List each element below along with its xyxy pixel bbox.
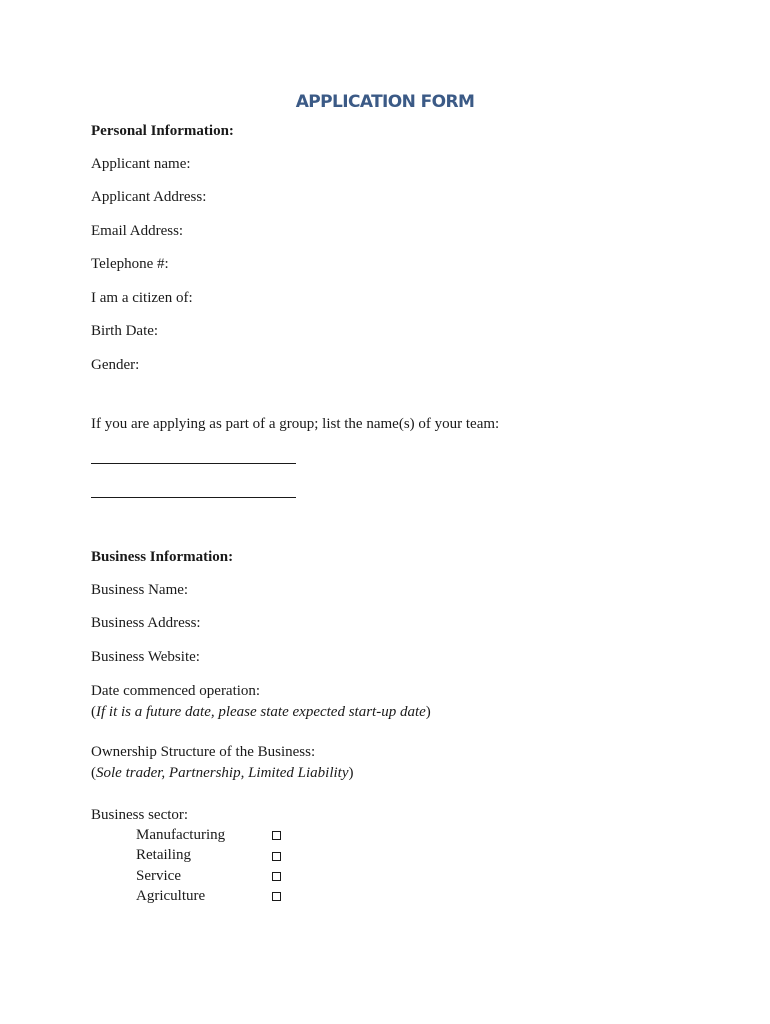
manufacturing-checkbox[interactable] bbox=[272, 831, 281, 840]
group-prompt: If you are applying as part of a group; list the name(s) of your team: bbox=[91, 416, 500, 432]
personal-info-heading: Personal Information: bbox=[91, 123, 234, 139]
business-website-label: Business Website: bbox=[91, 649, 200, 665]
ownership-open: ( bbox=[91, 765, 96, 781]
date-note-open: ( bbox=[91, 704, 96, 720]
retailing-checkbox[interactable] bbox=[272, 852, 281, 861]
business-info-heading: Business Information: bbox=[91, 549, 234, 565]
email-address-label: Email Address: bbox=[91, 223, 184, 239]
date-note-close: ) bbox=[425, 704, 431, 720]
gender-label: Gender: bbox=[91, 357, 140, 373]
service-checkbox[interactable] bbox=[272, 872, 281, 881]
telephone-label: Telephone #: bbox=[91, 256, 169, 272]
sector-option-retailing: Retailing bbox=[136, 847, 191, 863]
team-member-line-2[interactable] bbox=[91, 497, 296, 498]
citizen-of-label: I am a citizen of: bbox=[91, 290, 193, 306]
sector-option-service: Service bbox=[136, 868, 181, 884]
birth-date-label: Birth Date: bbox=[91, 323, 159, 339]
ownership-italic: Sole trader, Partnership, Limited Liability bbox=[96, 765, 349, 781]
team-member-line-1[interactable] bbox=[91, 463, 296, 464]
ownership-note bbox=[91, 764, 354, 782]
date-commenced-note bbox=[91, 703, 431, 721]
business-sector-label: Business sector: bbox=[91, 807, 189, 823]
agriculture-checkbox[interactable] bbox=[272, 892, 281, 901]
date-note-italic: If it is a future date, please state expected start-up date bbox=[96, 704, 426, 720]
business-name-label: Business Name: bbox=[91, 582, 189, 598]
sector-option-agriculture: Agriculture bbox=[136, 888, 206, 904]
ownership-label: Ownership Structure of the Business: bbox=[91, 744, 316, 760]
date-commenced-label: Date commenced operation: bbox=[91, 683, 261, 699]
applicant-name-label: Applicant name: bbox=[91, 156, 191, 172]
applicant-address-label: Applicant Address: bbox=[91, 189, 207, 205]
business-address-label: Business Address: bbox=[91, 615, 201, 631]
sector-option-manufacturing: Manufacturing bbox=[136, 827, 226, 843]
form-title: APPLICATION FORM bbox=[295, 92, 475, 112]
ownership-close: ) bbox=[348, 765, 354, 781]
